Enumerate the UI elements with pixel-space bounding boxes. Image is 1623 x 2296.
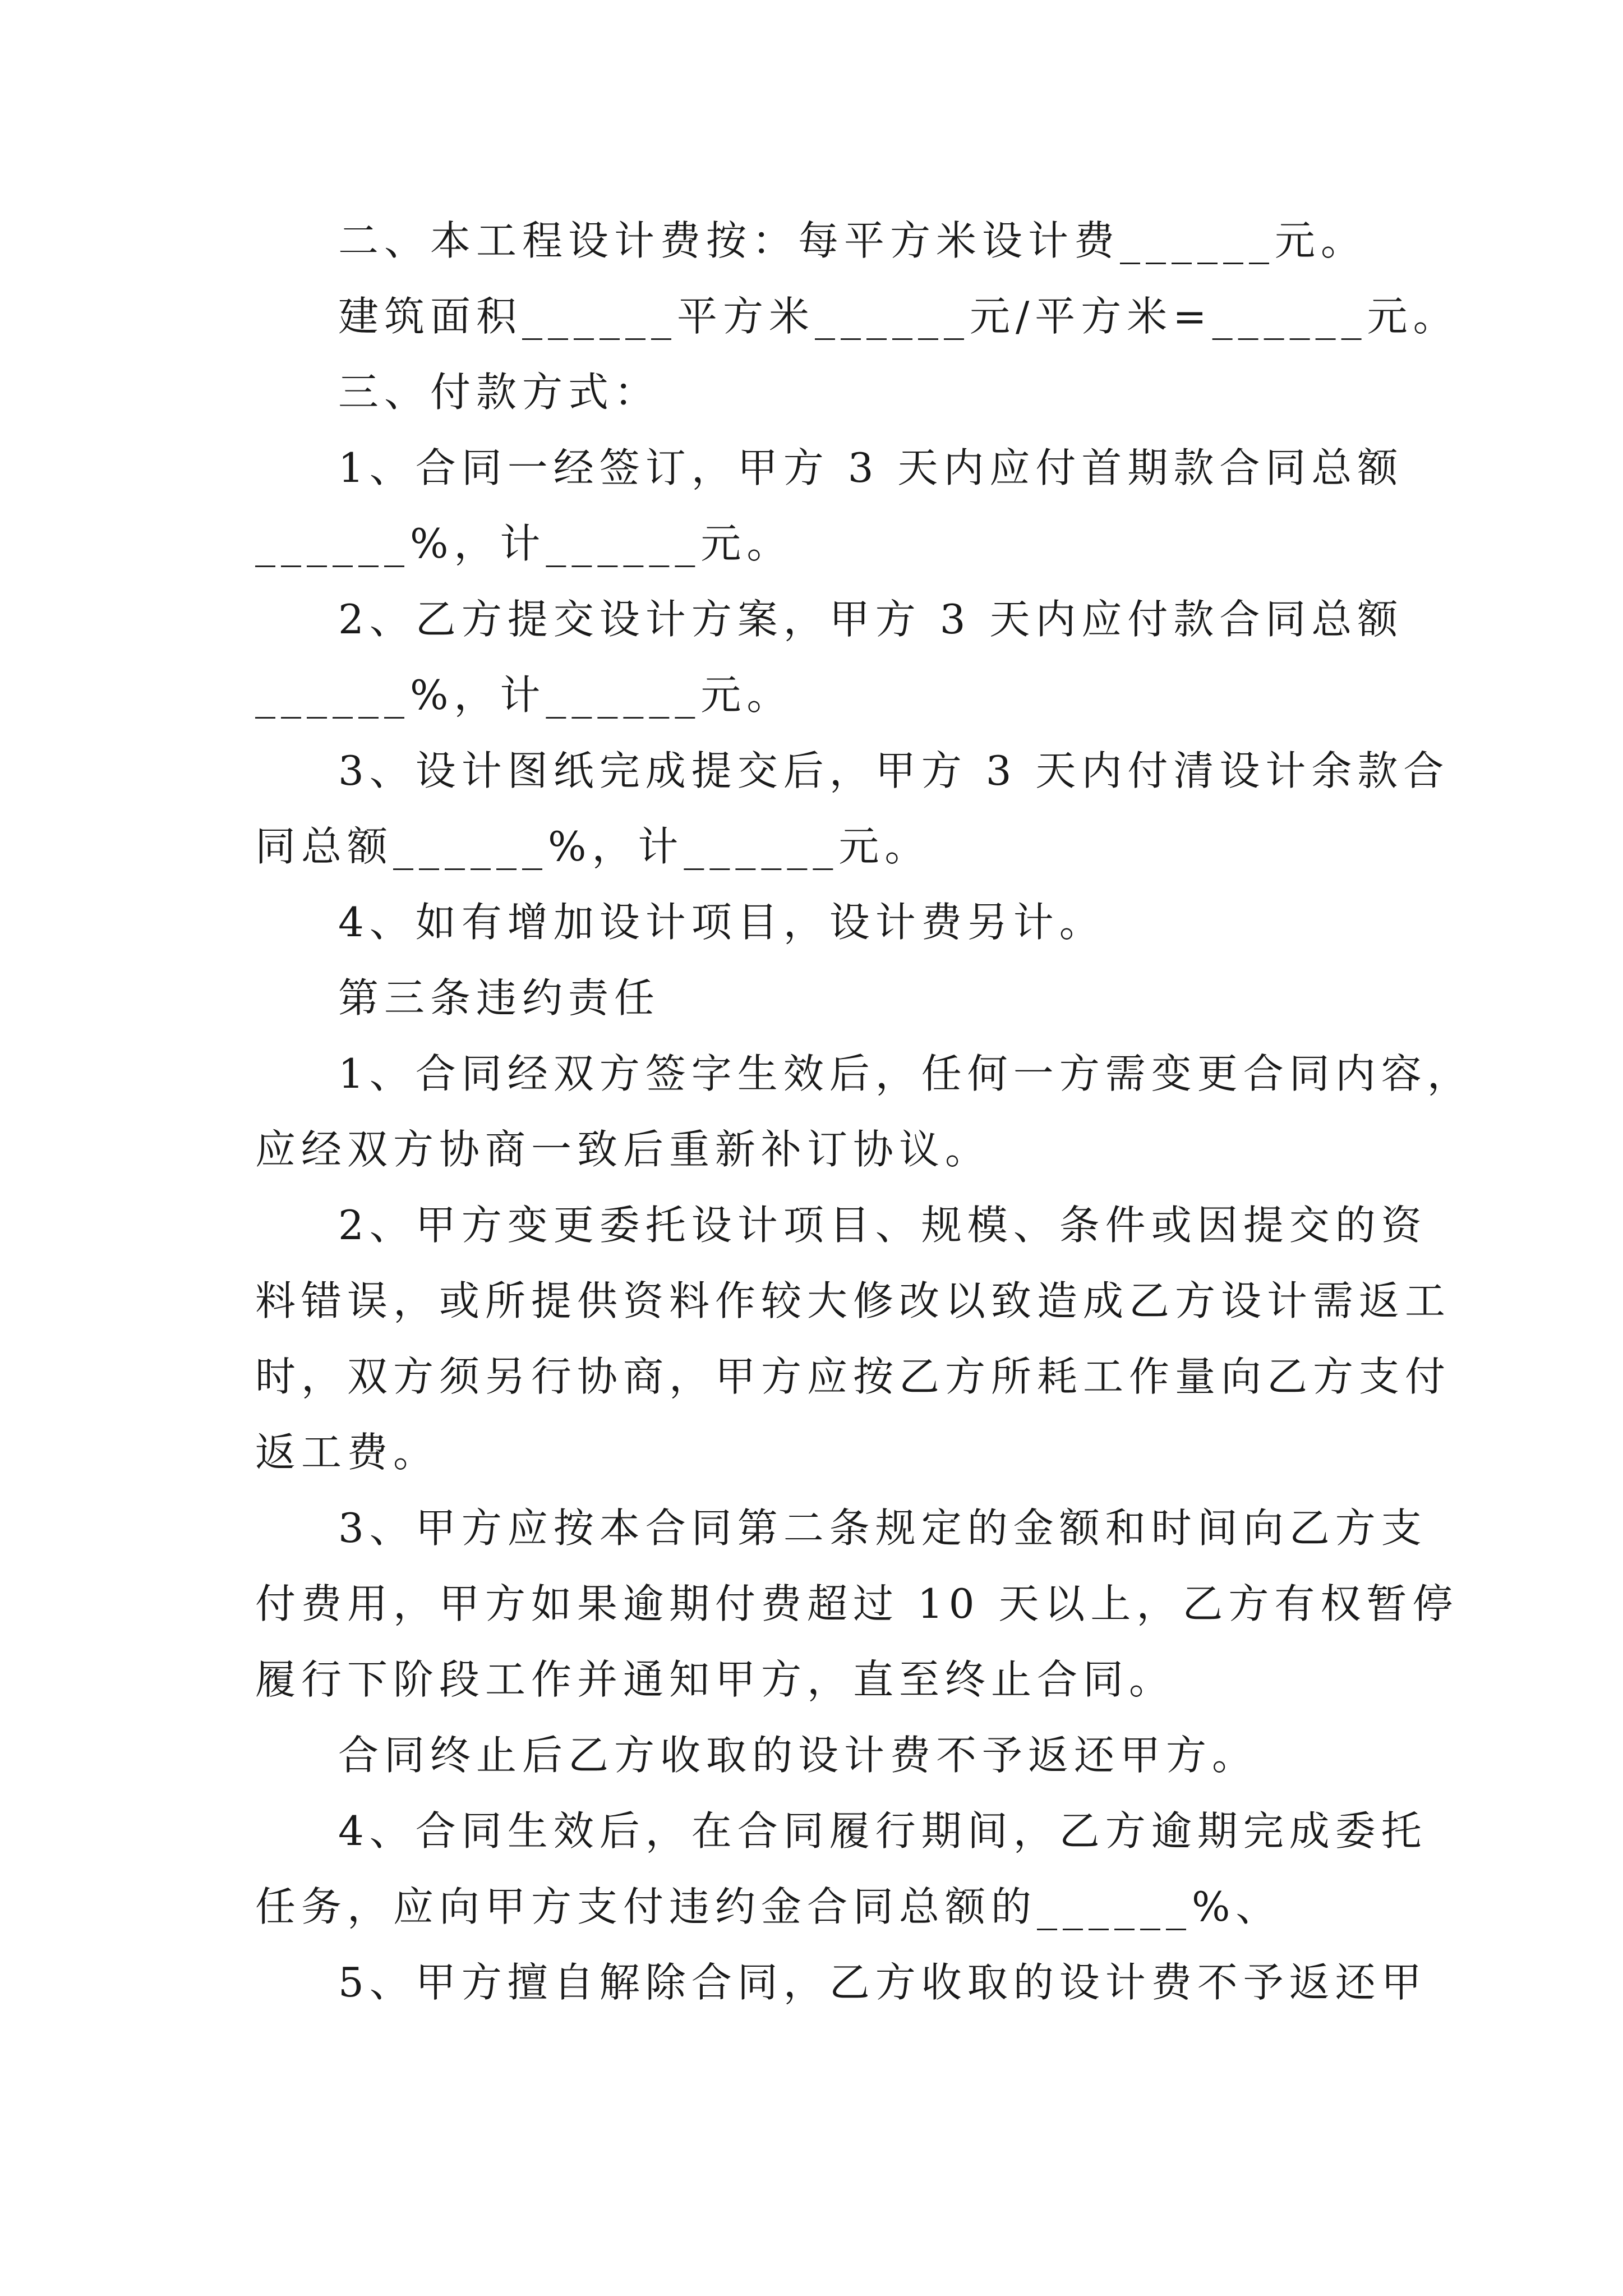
paragraph-line: 5、甲方擅自解除合同，乙方收取的设计费不予返还甲 bbox=[338, 1959, 1427, 2006]
paragraph-line: ______%，计______元。 bbox=[255, 671, 793, 719]
paragraph-line: 2、甲方变更委托设计项目、规模、条件或因提交的资 bbox=[338, 1202, 1427, 1249]
paragraph-line: 3、甲方应按本合同第二条规定的金额和时间向乙方支 bbox=[338, 1504, 1427, 1552]
paragraph-line: 二、本工程设计费按：每平方米设计费______元。 bbox=[338, 217, 1367, 264]
article-heading: 第三条违约责任 bbox=[338, 974, 661, 1022]
paragraph-line: 2、乙方提交设计方案，甲方 3 天内应付款合同总额 bbox=[338, 596, 1404, 643]
paragraph-line: 合同终止后乙方收取的设计费不予返还甲方。 bbox=[338, 1732, 1258, 1779]
paragraph-line: ______%，计______元。 bbox=[255, 520, 793, 567]
paragraph-line: 3、设计图纸完成提交后，甲方 3 天内付清设计余款合 bbox=[338, 747, 1450, 794]
paragraph-line: 1、合同一经签订，甲方 3 天内应付首期款合同总额 bbox=[338, 444, 1404, 491]
section-heading: 三、付款方式： bbox=[338, 369, 661, 416]
paragraph-line: 时，双方须另行协商，甲方应按乙方所耗工作量向乙方支付 bbox=[255, 1353, 1451, 1400]
paragraph-line: 1、合同经双方签字生效后，任何一方需变更合同内容， bbox=[338, 1050, 1473, 1097]
document-body bbox=[255, 203, 1473, 2021]
paragraph-line: 建筑面积______平方米______元/平方米=______元。 bbox=[338, 293, 1459, 340]
paragraph-line: 料错误，或所提供资料作较大修改以致造成乙方设计需返工 bbox=[255, 1277, 1451, 1324]
paragraph-line: 付费用，甲方如果逾期付费超过 10 天以上，乙方有权暂停 bbox=[255, 1580, 1459, 1627]
paragraph-line: 履行下阶段工作并通知甲方，直至终止合同。 bbox=[255, 1656, 1175, 1703]
paragraph-line: 同总额______%，计______元。 bbox=[255, 823, 931, 870]
paragraph-line: 返工费。 bbox=[255, 1429, 440, 1476]
paragraph-line: 4、如有增加设计项目，设计费另计。 bbox=[338, 899, 1105, 946]
paragraph-line: 应经双方协商一致后重新补订协议。 bbox=[255, 1126, 992, 1173]
paragraph-line: 任务，应向甲方支付违约金合同总额的______%、 bbox=[255, 1883, 1282, 1930]
paragraph-line: 4、合同生效后，在合同履行期间，乙方逾期完成委托 bbox=[338, 1807, 1427, 1855]
